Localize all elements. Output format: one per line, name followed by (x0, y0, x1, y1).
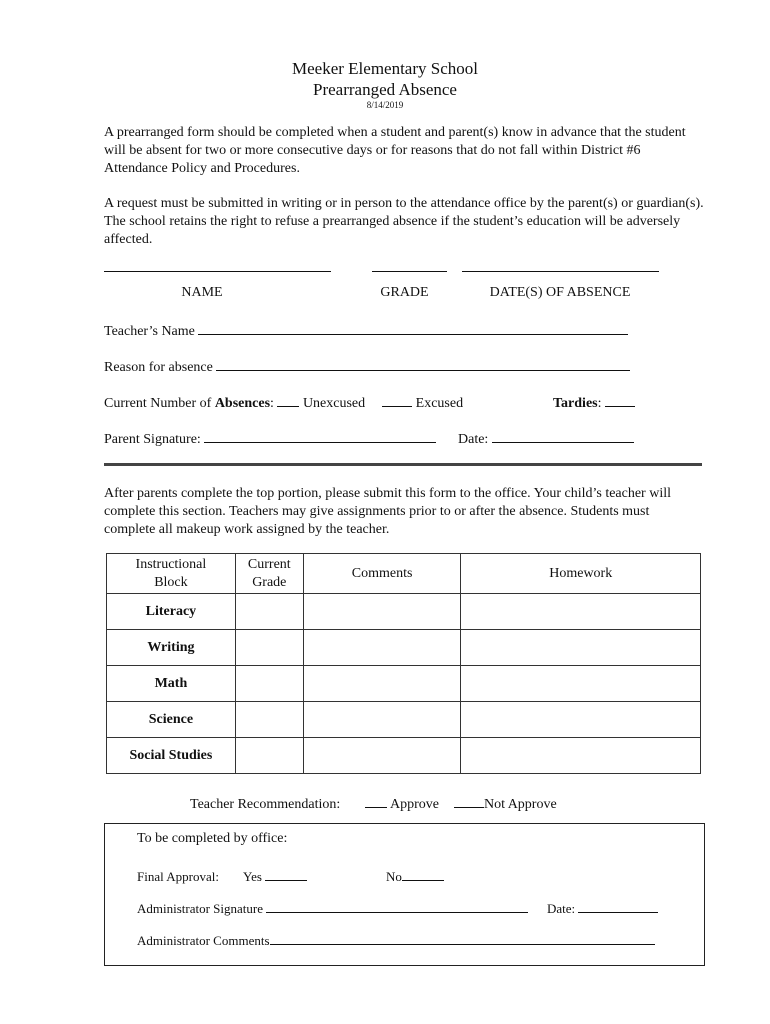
header-comments: Comments (303, 554, 461, 594)
homework-cell[interactable] (461, 630, 701, 666)
table-row (107, 666, 701, 702)
header-instructional-block (107, 554, 236, 594)
table-row (107, 702, 701, 738)
grade-cell[interactable] (235, 594, 303, 630)
absences-colon: : (270, 396, 274, 411)
header-homework: Homework (461, 554, 701, 594)
table-row (107, 630, 701, 666)
tardies-label: Tardies (553, 396, 598, 411)
homework-cell[interactable] (461, 666, 701, 702)
reason-row (104, 357, 630, 376)
intro-paragraph-2: A request must be submitted in writing or in person to the attendance office by the parent(s) or guardian(s). The school retains the right to refuse a prearranged absence if the student’s education will be adversely affected. (104, 196, 704, 247)
parent-date-row (458, 429, 634, 448)
grade-cell[interactable] (235, 666, 303, 702)
form-title: Prearranged Absence (313, 80, 457, 99)
name-label: NAME (181, 285, 223, 300)
final-approval-row (137, 867, 307, 885)
office-heading: To be completed by office: (137, 831, 288, 846)
excused-count-field[interactable] (382, 393, 412, 407)
comments-cell[interactable] (303, 594, 461, 630)
name-field[interactable] (104, 271, 331, 272)
recommendation-label: Teacher Recommendation: (190, 797, 341, 812)
grade-cell[interactable] (235, 630, 303, 666)
approve-label: Approve (389, 797, 439, 812)
admin-signature-field[interactable] (266, 899, 528, 913)
homework-cell[interactable] (461, 594, 701, 630)
teacher-recommendation-row (190, 794, 557, 813)
admin-comments-row (137, 931, 655, 949)
header-grade-line-1: Current (247, 556, 291, 572)
row-subject-science: Science (107, 702, 236, 738)
grade-cell[interactable] (235, 738, 303, 774)
row-subject-math: Math (107, 666, 236, 702)
parent-date-field[interactable] (492, 429, 634, 443)
row-subject-social-studies: Social Studies (107, 738, 236, 774)
parent-signature-row (104, 429, 436, 448)
assignment-table (106, 553, 701, 774)
unexcused-count-field[interactable] (277, 393, 299, 407)
final-no-row (386, 867, 444, 885)
comments-cell[interactable] (303, 666, 461, 702)
reason-field[interactable] (216, 357, 630, 371)
tardies-colon: : (597, 396, 602, 411)
row-subject-writing: Writing (107, 630, 236, 666)
admin-signature-label: Administrator Signature (137, 901, 264, 916)
row-subject-literacy: Literacy (107, 594, 236, 630)
comments-cell[interactable] (303, 630, 461, 666)
parent-signature-field[interactable] (204, 429, 436, 443)
dates-of-absence-field[interactable] (462, 271, 659, 272)
admin-signature-row (137, 899, 528, 917)
admin-comments-field[interactable] (270, 931, 655, 945)
grade-cell[interactable] (235, 702, 303, 738)
absences-prefix: Current Number of (104, 396, 215, 411)
teacher-name-row (104, 321, 628, 340)
header-block-line-2: Block (154, 574, 188, 590)
homework-cell[interactable] (461, 702, 701, 738)
admin-date-label: Date: (547, 901, 576, 916)
header-current-grade (235, 554, 303, 594)
intro-paragraph-1: A prearranged form should be completed when a student and parent(s) know in advance that the student will be absent for two or more consecutive days or for reasons that do not fall within District #6 Attendance Policy and Procedures. (104, 125, 686, 176)
no-label: No (386, 869, 402, 884)
section-divider (104, 463, 702, 466)
not-approve-label: Not Approve (483, 797, 557, 812)
absences-row (104, 393, 463, 412)
comments-cell[interactable] (303, 738, 461, 774)
school-name: Meeker Elementary School (292, 59, 478, 78)
final-yes-field[interactable] (265, 867, 307, 881)
parent-signature-label: Parent Signature: (104, 432, 201, 447)
yes-label: Yes (243, 869, 262, 884)
parent-date-label: Date: (458, 432, 489, 447)
absences-bold-label: Absences (214, 396, 271, 411)
grade-label: GRADE (380, 285, 429, 300)
unexcused-label: Unexcused (302, 396, 366, 411)
teacher-name-label: Teacher’s Name (104, 324, 195, 339)
dates-label: DATE(S) OF ABSENCE (489, 285, 631, 300)
grade-field[interactable] (372, 271, 447, 272)
admin-date-field[interactable] (578, 899, 658, 913)
teacher-name-field[interactable] (198, 321, 628, 335)
tardies-count-field[interactable] (605, 393, 635, 407)
tardies-row (553, 393, 635, 412)
final-approval-label: Final Approval: (137, 869, 219, 884)
reason-label: Reason for absence (104, 360, 213, 375)
homework-cell[interactable] (461, 738, 701, 774)
header-block-line-1: Instructional (135, 556, 207, 572)
form-date: 8/14/2019 (366, 100, 404, 110)
final-no-field[interactable] (402, 867, 444, 881)
comments-cell[interactable] (303, 702, 461, 738)
table-header-row (107, 554, 701, 594)
approve-field[interactable] (365, 794, 387, 808)
excused-label: Excused (415, 396, 464, 411)
admin-comments-label: Administrator Comments (137, 933, 270, 948)
not-approve-field[interactable] (454, 794, 484, 808)
table-row (107, 738, 701, 774)
table-row (107, 594, 701, 630)
teacher-section-instructions: After parents complete the top portion, please submit this form to the office. Your child’s teacher will complete this section. Teachers may give assignments prior to or after the absence. Students must complete all makeup work assigned by the teacher. (104, 486, 671, 537)
header-grade-line-2: Grade (252, 574, 287, 590)
admin-date-row (547, 899, 658, 917)
